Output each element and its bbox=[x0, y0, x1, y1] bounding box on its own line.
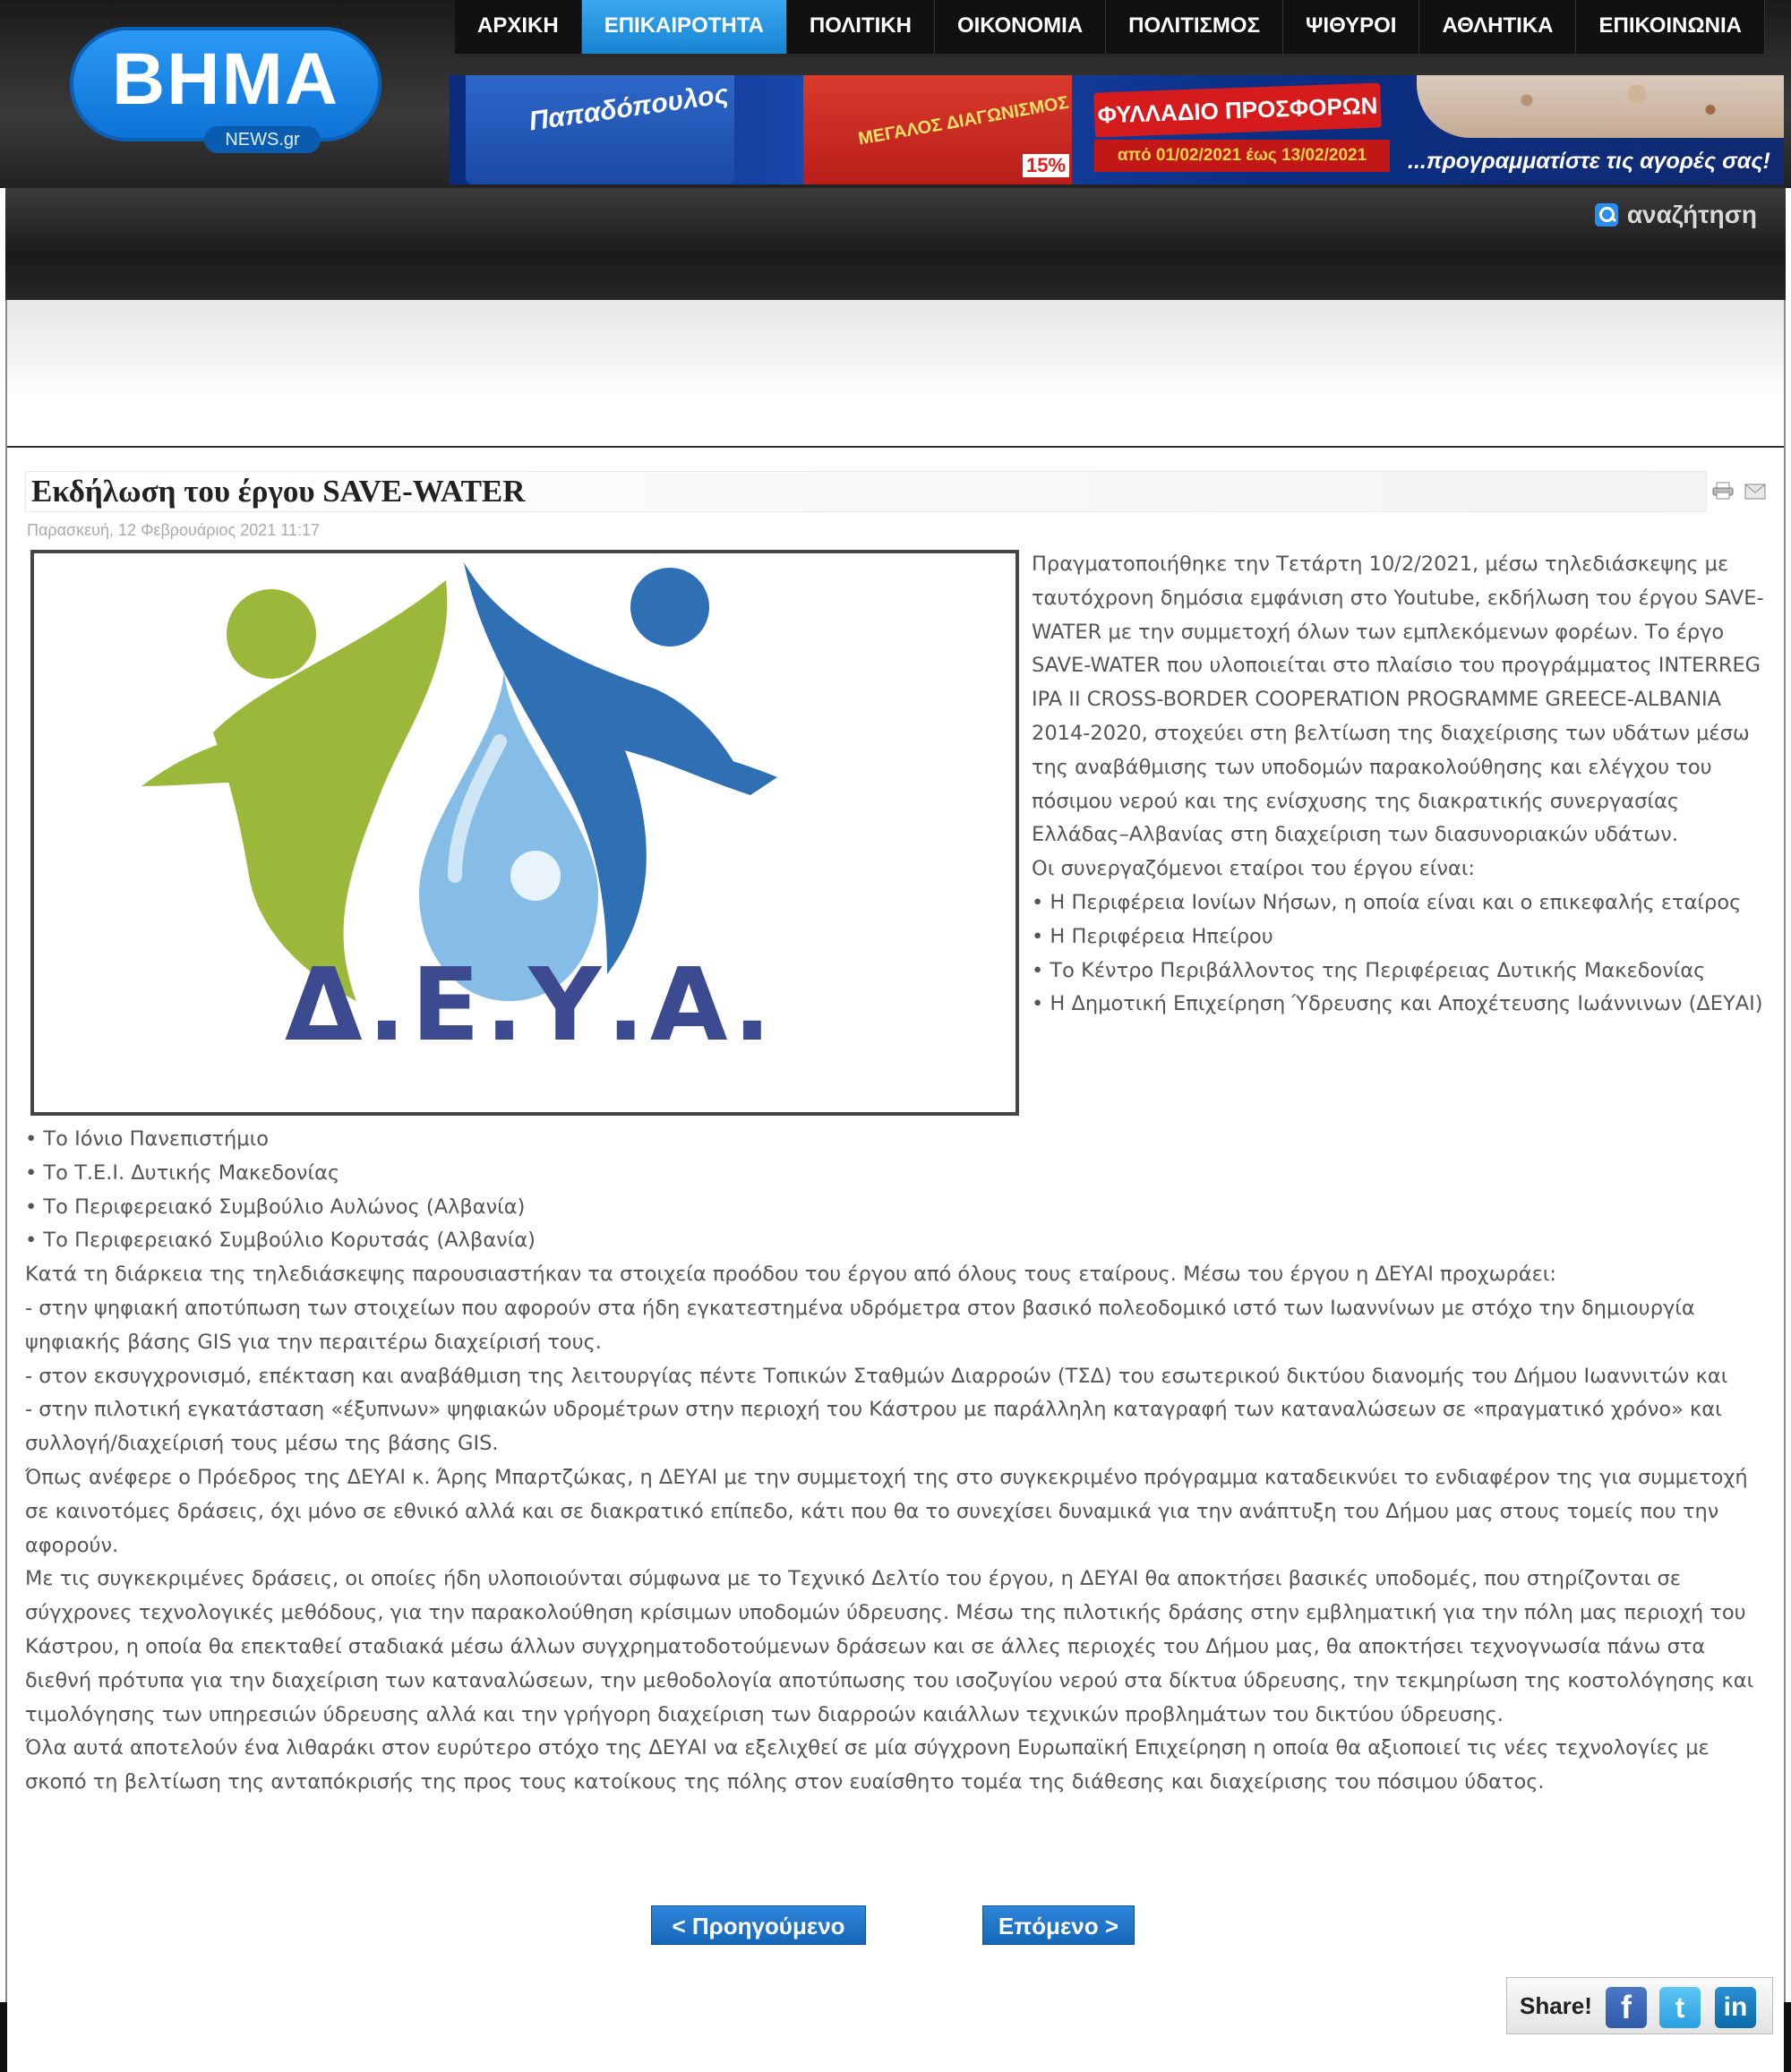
nav-item-politics[interactable]: ΠΟΛΙΤΙΚΗ bbox=[787, 0, 935, 54]
list-item: • Το Ιόνιο Πανεπιστήμιο bbox=[25, 1127, 269, 1151]
article-date: Παρασκευή, 12 Φεβρουάριος 2021 11:17 bbox=[27, 521, 320, 539]
nav-item-home[interactable]: ΑΡΧΙΚΗ bbox=[455, 0, 582, 54]
banner-offer-title: ΦΥΛΛΑΔΙΟ ΠΡΟΣΦΟΡΩΝ bbox=[1093, 82, 1382, 137]
paragraph: - στον εκσυγχρονισμό, επέκταση και αναβάθμιση της λειτουργίας πέντε Τοπικών Σταθμών Διαρροών (ΤΣΔ) του εσωτερικού δικτύου διανομής του Δήμου Ιωαννιτών και bbox=[25, 1364, 1728, 1388]
content-top-fade bbox=[7, 300, 1784, 448]
site-logo[interactable] bbox=[70, 27, 381, 150]
site-header bbox=[0, 0, 1791, 188]
list-item: • Το Περιφερειακό Συμβούλιο Κορυτσάς (Αλβανία) bbox=[25, 1229, 536, 1253]
content-divider bbox=[7, 446, 1784, 448]
nav-item-whispers[interactable]: ΨΙΘΥΡΟΙ bbox=[1283, 0, 1419, 54]
paragraph: - στην ψηφιακή αποτύπωση των στοιχείων που αφορούν στα ήδη εγκατεστημένα υδρόμετρα στον βασικό πολεοδομικό ιστό των Ιωαννίνων με στόχο την δημιουργία ψηφιακής βάσης GIS για την περαιτέρω διαχείρισή τους. bbox=[25, 1296, 1695, 1354]
twitter-icon[interactable]: t bbox=[1659, 1987, 1701, 2028]
facebook-icon[interactable]: f bbox=[1606, 1987, 1647, 2028]
nav-item-sports[interactable]: ΑΘΛΗΤΙΚΑ bbox=[1419, 0, 1576, 54]
list-item: • Το Κέντρο Περιβάλλοντος της Περιφέρειας Δυτικής Μακεδονίας bbox=[1032, 958, 1706, 982]
previous-button[interactable]: < Προηγούμενο bbox=[651, 1905, 866, 1945]
email-icon[interactable] bbox=[1744, 484, 1766, 500]
logo-subtitle: NEWS.gr bbox=[204, 126, 321, 153]
article-image bbox=[30, 550, 1019, 1116]
paragraph: Με τις συγκεκριμένες δράσεις, οι οποίες ήδη υλοποιούνται σύμφωνα με το Τεχνικό Δελτίο του έργου, η ΔΕΥΑΙ θα αποκτήσει βασικές υποδομές, που στηρίζονται σε σύγχρονες τεχνολογικές μεθόδους, για την παρακολούθηση κρίσιμων υποδομών ύδρευσης. Μέσω της πιλοτικής δράσης στην εμβληματική για την πόλη μας περιοχή του Κάστρου, η οποία θα επεκταθεί σταδιακά μέσω άλλων συγχρηματοδοτούμενων δράσεων και σε άλλες περιοχές του Δήμου μας, θα αποκτήσει τεχνογνωσία πάνω στα διεθνή πρότυπα για την διαχείριση των καταναλώσεων, την μεθοδολογία αποτύπωσης του ισοζυγίου νερού στα δίκτυα ύδρευσης, την τεκμηρίωση της κοστολόγησης και τιμολόγησης των υπηρεσιών ύδρευσης αλλά και την γρήγορη διαχείριση των διαρροών καιάλλων τεχνικών προβλημάτων του δικτύου ύδρευσης. bbox=[25, 1567, 1754, 1726]
share-label: Share! bbox=[1520, 1992, 1592, 2019]
list-item: • Το Περιφερειακό Συμβούλιο Αυλώνος (Αλβανία) bbox=[25, 1194, 526, 1219]
article-body-text bbox=[25, 1123, 1771, 1800]
article-side-text bbox=[1032, 548, 1766, 1022]
next-button[interactable]: Επόμενο > bbox=[982, 1905, 1135, 1945]
ad-banner[interactable] bbox=[450, 75, 1784, 184]
paragraph: Πραγματοποιήθηκε την Τετάρτη 10/2/2021, μέσω τηλεδιάσκεψης με ταυτόχρονη δημόσια εμφάνιση στο Youtube, εκδήλωση του έργου SAVE-WATER με την συμμετοχή όλων των εμπλεκόμενων φορέων. Το έργο SAVE-WATER που υλοποιείται στο πλαίσιο του προγράμματος INTERREG IPA II CROSS-BORDER COOPERATION PROGRAMME GREECE-ALBANIA 2014-2020, στοχεύει στη βελτίωση της διαχείρισης των υδάτων μέσω της αναβάθμισης των υποδομών παρακολούθησης και ελέγχου του πόσιμου νερού και της ενίσχυσης της διακρατικής συνεργασίας Ελλάδας–Αλβανίας στη διαχείριση των διασυνοριακών υδάτων. bbox=[1032, 552, 1764, 847]
paragraph: Κατά τη διάρκεια της τηλεδιάσκεψης παρουσιαστήκαν τα στοιχεία προόδου του έργου από όλους τους εταίρους. Μέσω του έργου η ΔΕΥΑΙ προχωράει: bbox=[25, 1263, 1556, 1287]
search-link[interactable] bbox=[1595, 201, 1757, 229]
banner-contest: ΜΕΓΑΛΟΣ ΔΙΑΓΩΝΙΣΜΟΣ bbox=[856, 92, 1071, 150]
nav-item-culture[interactable]: ΠΟΛΙΤΙΣΜΟΣ bbox=[1106, 0, 1283, 54]
article-title-bar bbox=[25, 471, 1707, 512]
nav-item-news[interactable]: ΕΠΙΚΑΙΡΟΤΗΤΑ bbox=[582, 0, 787, 54]
banner-brand: Παπαδόπουλος bbox=[527, 79, 731, 137]
search-label: αναζήτηση bbox=[1626, 201, 1757, 228]
print-icon[interactable] bbox=[1712, 482, 1734, 500]
banner-cookies-image bbox=[1417, 75, 1784, 138]
page-edge-right bbox=[1784, 2002, 1791, 2072]
list-item: • Το Τ.Ε.Ι. Δυτικής Μακεδονίας bbox=[25, 1160, 340, 1185]
nav-item-contact[interactable]: ΕΠΙΚΟΙΝΩΝΙΑ bbox=[1576, 0, 1764, 54]
paragraph: Όπως ανέφερε ο Πρόεδρος της ΔΕΥΑΙ κ. Άρης Μπαρτζώκας, η ΔΕΥΑΙ με την συμμετοχή της στο συγκεκριμένο πρόγραμμα καταδεικνύει το ενδιαφέρον της για συμμετοχή σε καινοτόμες δράσεις, όχι μόνο σε εθνικό αλλά και σε διακρατικό επίπεδο, κάτι που θα το συνεχίσει δυναμικά για την ανάπτυξη του Δήμου μας στους τομείς που την αφορούν. bbox=[25, 1465, 1748, 1557]
list-item: • Η Δημοτική Επιχείρηση Ύδρευσης και Αποχέτευσης Ιωάννινων (ΔΕΥΑΙ) bbox=[1032, 992, 1763, 1016]
banner-brand-card bbox=[466, 75, 734, 184]
nav-item-economy[interactable]: ΟΙΚΟΝΟΜΙΑ bbox=[935, 0, 1106, 54]
banner-discount: 15% bbox=[1023, 154, 1069, 177]
main-nav bbox=[455, 0, 1765, 54]
article-title: Εκδήλωση του έργου SAVE-WATER bbox=[31, 474, 526, 509]
list-item: • Η Περιφέρεια Ιονίων Νήσων, η οποία είναι και ο επικεφαλής εταίρος bbox=[1032, 890, 1742, 914]
search-icon bbox=[1595, 203, 1618, 227]
paragraph: Όλα αυτά αποτελούν ένα λιθαράκι στον ευρύτερο στόχο της ΔΕΥΑΙ να εξελιχθεί σε μία σύγχρονη Ευρωπαϊκή Επιχείρηση η οποία θα αξιοποιεί τις νέες τεχνολογίες με σκοπό τη βελτίωση της ανταπόκρισής της προς τους κατοίκους της πόλης στον ευαίσθητο τομέα της διάθεσης και διαχείρισης του πόσιμου ύδατος. bbox=[25, 1736, 1710, 1794]
logo-text: ΒΗΜΑ bbox=[112, 39, 339, 120]
list-item: • Η Περιφέρεια Ηπείρου bbox=[1032, 924, 1273, 948]
page-edge-left bbox=[0, 2002, 7, 2072]
paragraph: Οι συνεργαζόμενοι εταίροι του έργου είναι: bbox=[1032, 857, 1476, 881]
banner-slogan: ...προγραμματίστε τις αγορές σας! bbox=[1408, 149, 1770, 174]
sub-header-bar bbox=[5, 188, 1786, 300]
banner-offer-dates: από 01/02/2021 έως 13/02/2021 bbox=[1094, 140, 1390, 172]
share-box bbox=[1506, 1977, 1773, 2034]
paragraph: - στην πιλοτική εγκατάσταση «έξυπνων» ψηφιακών υδρομέτρων στην περιοχή του Κάστρου με παράλληλη καταγραφή των καταναλώσεων σε «πραγματικό χρόνο» και συλλογή/διαχείρισή τους μέσω της βάσης GIS. bbox=[25, 1398, 1722, 1456]
linkedin-icon[interactable]: in bbox=[1715, 1987, 1756, 2028]
image-caption: Δ.Ε.Υ.Α. bbox=[285, 947, 777, 1064]
